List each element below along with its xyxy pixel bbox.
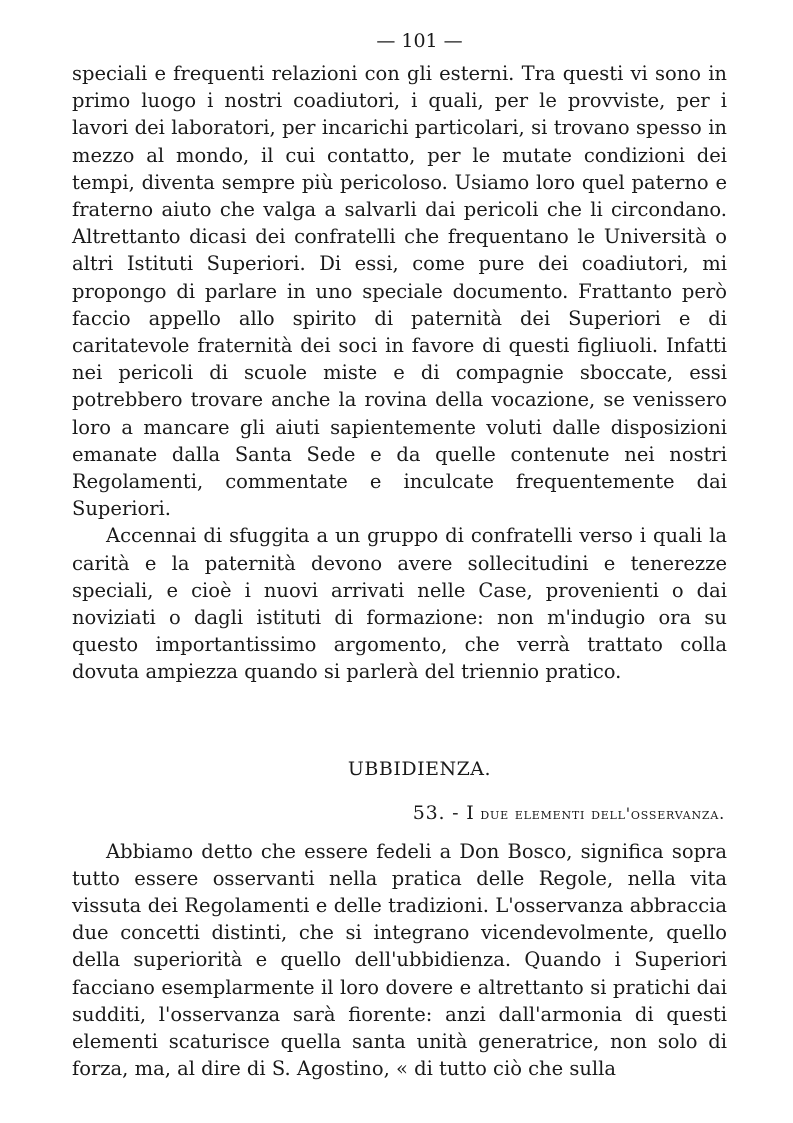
body-paragraph-2: Accennai di sfuggita a un gruppo di confratelli verso i quali la carità e la paternità devono avere sollecitudini e tenerezze speciali, e cioè i nuovi arrivati nelle Case, provenienti o dai noviziati o dagli istituti di formazione: non m'indugio ora su questo importantissimo argomento, che verrà trattato colla dovuta ampiezza quando si parlerà del triennio pratico. (72, 524, 727, 684)
document-page (72, 30, 727, 1083)
section-heading: UBBIDIENZA. (347, 757, 492, 780)
body-paragraph-1: speciali e frequenti relazioni con gli esterni. Tra questi vi sono in primo luogo i nostri coadiutori, i quali, per le provviste, per i lavori dei laboratori, per incarichi particolari, si trovano spesso in mezzo al mondo, il cui contatto, per le mutate condizioni dei tempi, diventa sempre più pericoloso. Usiamo loro quel paterno e fraterno aiuto che valga a salvarli dai pericoli che li circondano. Altrettanto dicasi dei confratelli che frequentano le Università o altri Istituti Superiori. Di essi, come pure dei coadiutori, mi propongo di parlare in uno speciale documento. Frattanto però faccio appello allo spirito di paternità dei Superiori e di caritatevole fraternità dei soci in favore di questi figliuoli. Infatti nei pericoli di scuole miste e di compagnie sboccate, essi potrebbero trovare anche la rovina della vocazione, se venissero loro a mancare gli aiuti sapientemente voluti dalle disposizioni emanate dalla Santa Sede e da quelle contenute nei nostri Regolamenti, commentate e inculcate frequentemente dai Superiori. (72, 62, 727, 521)
body-paragraph-3: Abbiamo detto che essere fedeli a Don Bosco, significa sopra tutto essere osservanti nella pratica delle Regole, nella vita vissuta dei Regolamenti e delle tradizioni. L'osservanza abbraccia due concetti distinti, che si integrano vicendevolmente, quello della superiorità e quello dell'ubbidienza. Quando i Superiori facciano esemplarmente il loro dovere e altrettanto si pratichi dai sudditi, l'osservanza sarà fiorente: anzi dall'armonia di questi elementi scaturisce quella santa unità generatrice, non solo di forza, ma, al dire di S. Agostino, « di tutto ciò che sulla (72, 839, 727, 1081)
page-number: — 101 — (376, 30, 463, 52)
subsection-heading (72, 802, 727, 824)
subsection-number: 53. - I (412, 801, 475, 824)
subsection-title: due elementi dell'osservanza. (480, 803, 725, 823)
